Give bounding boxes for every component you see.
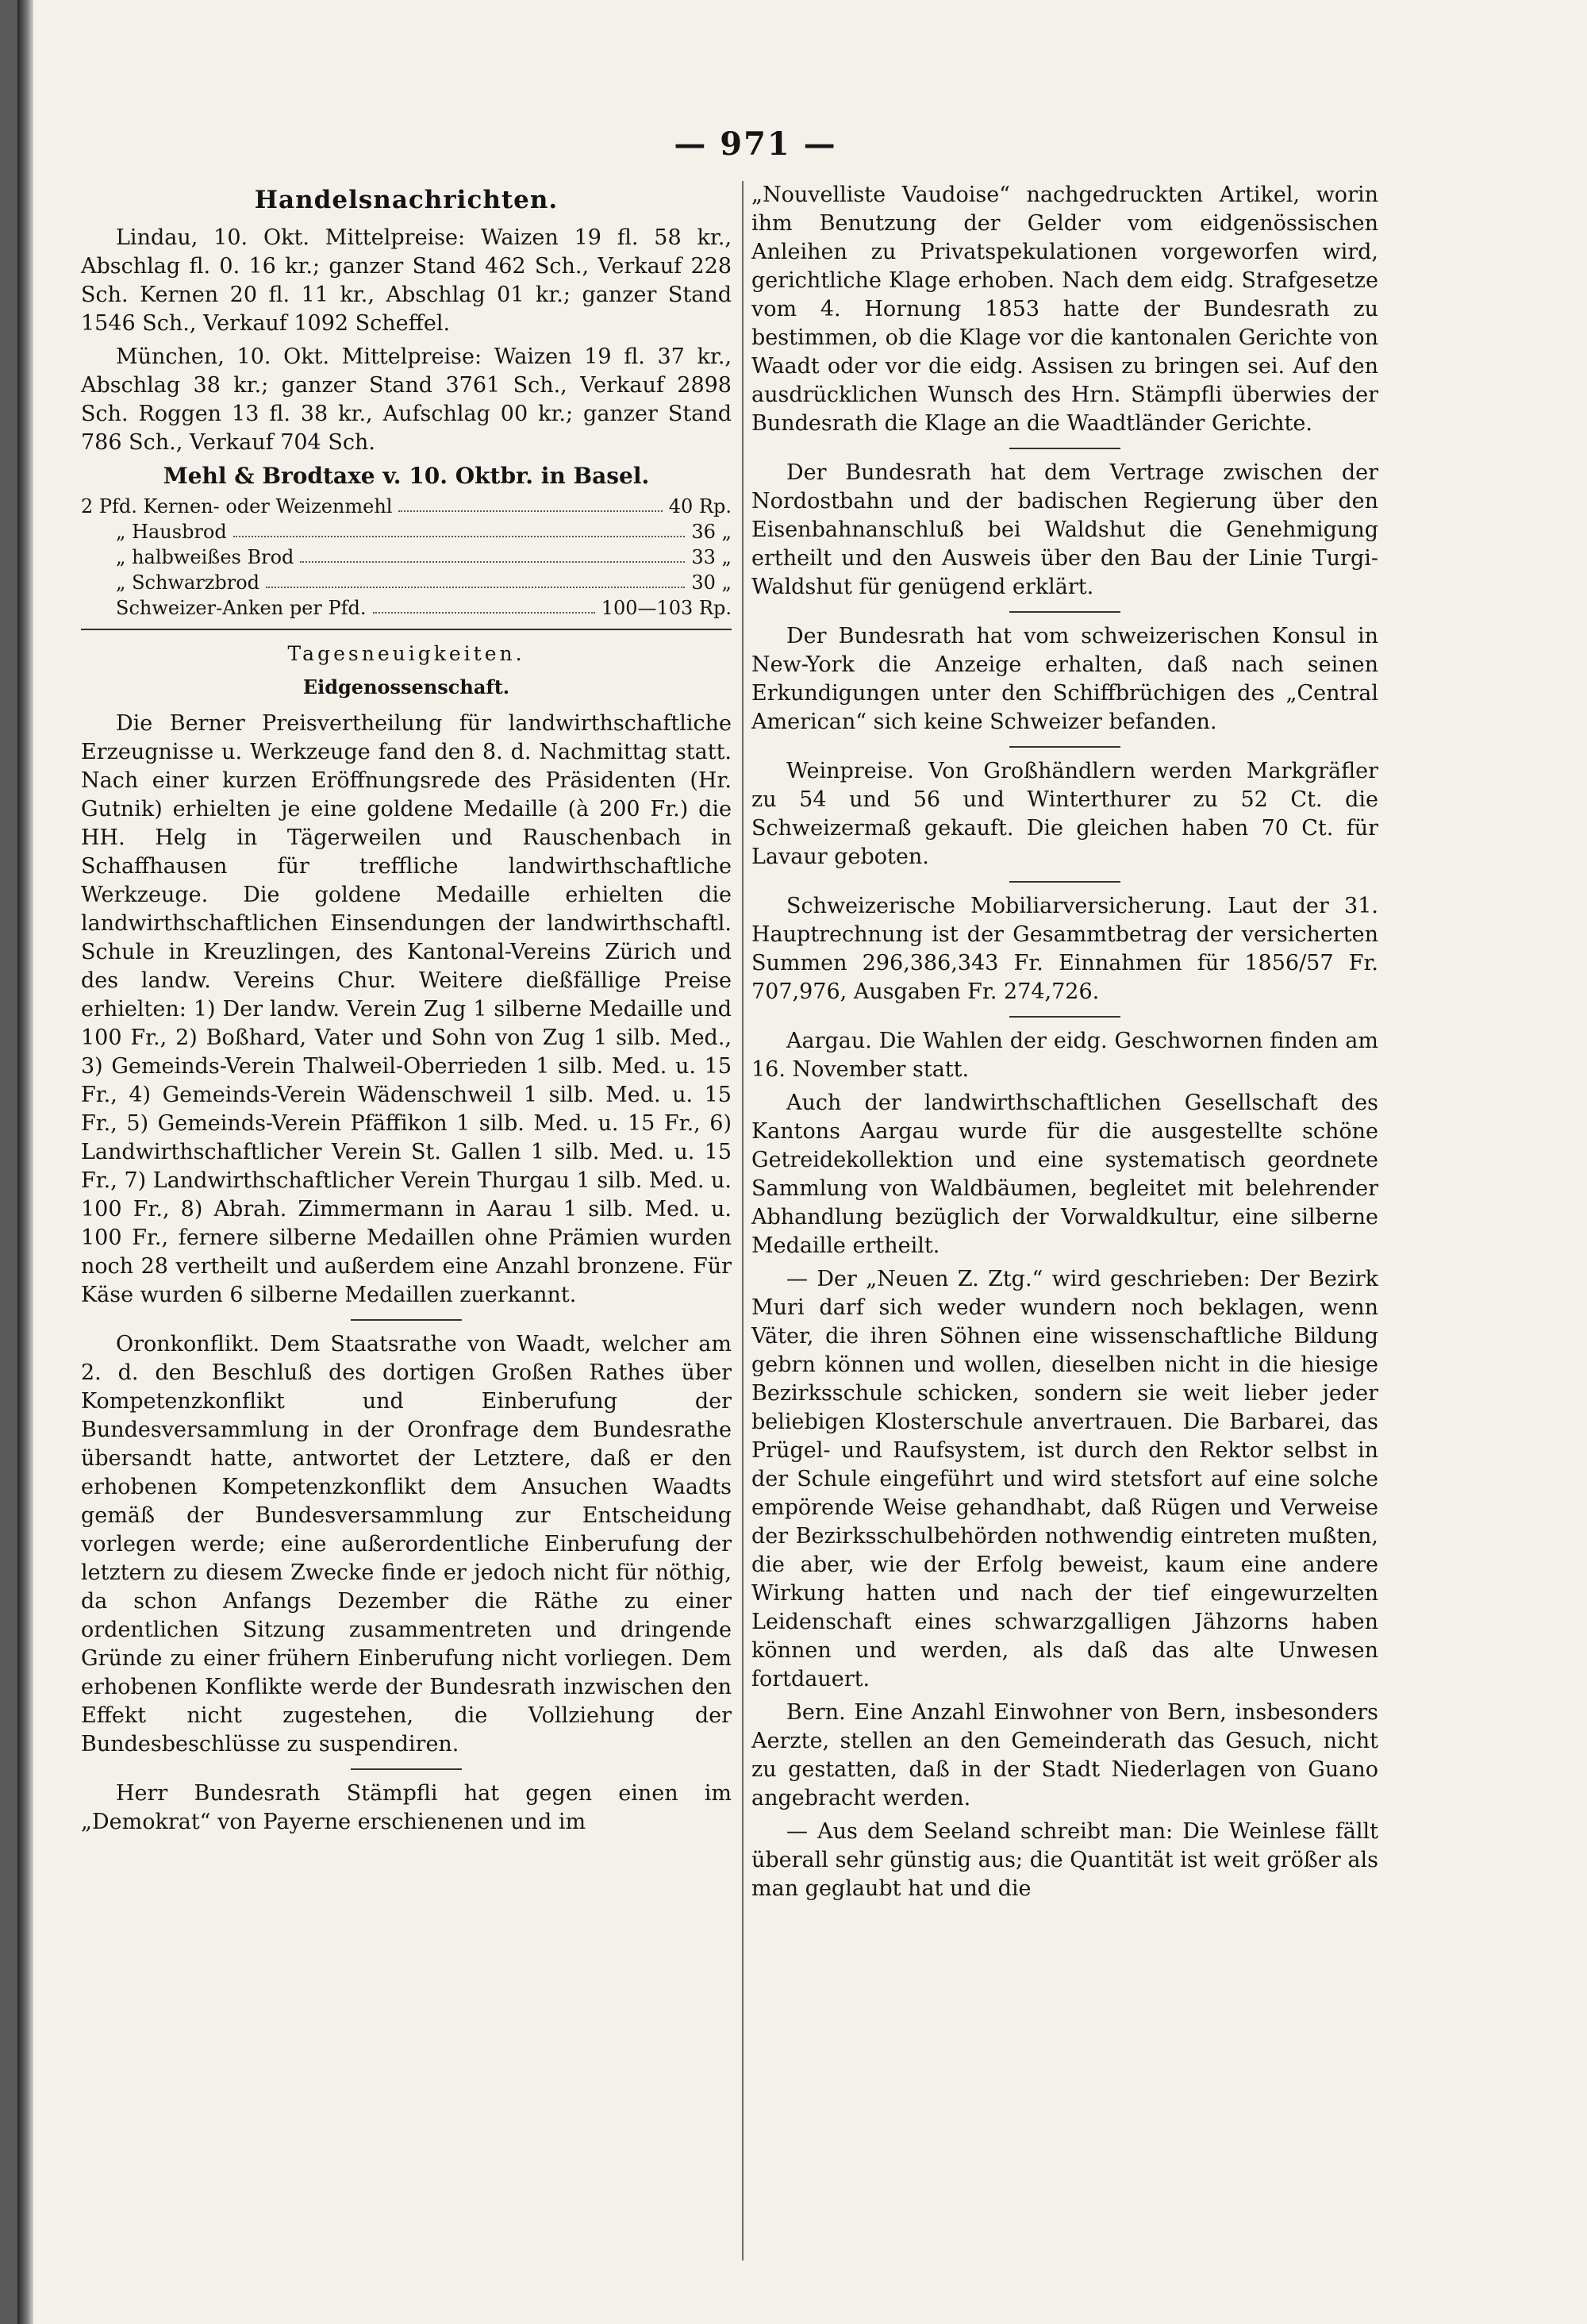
section-heading-trade: Handelsnachrichten. [254, 186, 559, 214]
article-rule [1009, 1016, 1120, 1018]
bread-tariff-table [81, 494, 732, 621]
tariff-row [81, 570, 732, 595]
tariff-price: 33 „ [691, 546, 732, 568]
tariff-row [81, 519, 732, 544]
binding-gutter [17, 0, 33, 2324]
tariff-price: 30 „ [691, 571, 732, 594]
bread-tariff-heading: Mehl & Brodtaxe v. 10. Oktbr. in Basel. [163, 463, 650, 489]
tariff-price: 40 Rp. [668, 495, 732, 518]
tariff-label: „ Schwarzbrod [116, 571, 260, 594]
article-aargau-elections: Aargau. Die Wahlen der eidg. Geschwornen finden am 16. November statt. [751, 1029, 1378, 1082]
tariff-row [81, 595, 732, 621]
article-staempfli-start: Herr Bundesrath Stämpfli hat gegen einen im „Demokrat“ von Payerne erschienenen und im [81, 1781, 732, 1834]
market-report-lindau: Lindau, 10. Okt. Mittelpreise: Waizen 19 fl. 58 kr., Abschlag fl. 0. 16 kr.; ganzer Stand 462 Sch., Verkauf 228 Sch. Kernen 20 fl. 11 kr., Abschlag 01 kr.; ganzer Stand 1546 Sch., Verkauf 1092 Scheffel. [81, 225, 732, 336]
tariff-price: 36 „ [691, 521, 732, 543]
page-number: — 971 — [674, 125, 837, 163]
article-rule [1009, 881, 1120, 883]
tariff-row [81, 494, 732, 519]
section-rule [81, 629, 732, 630]
right-column [751, 181, 1378, 1908]
article-aargau-medal: Auch der landwirthschaftlichen Gesellschaft des Kantons Aargau wurde für die ausgestellte schöne Getreidekollektion und eine systematisch geordnete Sammlung von Waldbäumen, begleitet mit belehrender Abhandlung bezüglich der Vorwaldkultur, eine silberne Medaille ertheilt. [751, 1091, 1378, 1258]
tariff-label: Schweizer-Anken per Pfd. [116, 597, 367, 619]
article-consul: Der Bundesrath hat vom schweizerischen Konsul in New-York die Anzeige erhalten, daß nach seinen Erkundigungen unter den Schiffbrüchigen des „Central American“ sich keine Schweizer befanden. [751, 624, 1378, 734]
tariff-label: „ Hausbrod [116, 521, 227, 543]
article-seeland: — Aus dem Seeland schreibt man: Die Weinlese fällt überall sehr günstig aus; die Quantität ist weit größer als man geglaubt hat und die [751, 1819, 1378, 1901]
article-insurance: Schweizerische Mobiliarversicherung. Laut der 31. Hauptrechnung ist der Gesammtbetrag der versicherten Summen 296,386,343 Fr. Einnahmen für 1856/57 Fr. 707,976, Ausgaben Fr. 274,726. [751, 894, 1378, 1004]
newspaper-page [17, 0, 1587, 2324]
article-bern: Bern. Eine Anzahl Einwohner von Bern, insbesonders Aerzte, stellen an den Gemeinderath das Gesuch, nicht zu gestatten, daß in der Stadt Niederlagen von Guano angebracht werden. [751, 1700, 1378, 1810]
article-rule [1009, 611, 1120, 613]
tariff-price: 100—103 Rp. [601, 597, 732, 619]
federal-heading: Eidgenossenschaft. [302, 675, 510, 698]
article-rule [1009, 448, 1120, 449]
article-rule [351, 1319, 462, 1321]
news-heading: Tagesneuigkeiten. [287, 642, 525, 665]
article-wine-prices: Weinpreise. Von Großhändlern werden Markgräfler zu 54 und 56 und Winterthurer zu 52 Ct. die Schweizermaß gekauft. Die gleichen haben 70 Ct. für Lavaur geboten. [751, 759, 1378, 869]
tariff-label: 2 Pfd. Kernen- oder Weizenmehl [81, 495, 393, 518]
article-rule [351, 1768, 462, 1770]
article-oron-conflict: Oronkonflikt. Dem Staatsrathe von Waadt, welcher am 2. d. den Beschluß des dortigen Großen Rathes über Kompetenzkonflikt und Einberufung der Bundesversammlung in der Oronfrage dem Bundesrathe übersandt hatte, antwortet der Letztere, daß er den erhobenen Kompetenzkonflikt dem Ansuchen Waadts gemäß der Bundesversammlung zur Entscheidung vorlegen werde; eine außerordentliche Einberufung der letztern zu diesem Zwecke finde er jedoch nicht für nöthig, da schon Anfangs Dezember die Räthe zu einer ordentlichen Sitzung zusammentreten und dringende Gründe zu einer frühern Einberufung nicht vorliegen. Dem erhobenen Konflikte werde der Bundesrath inzwischen den Effekt nicht zugestehen, die Vollziehung der Bundesbeschlüsse zu suspendiren. [81, 1332, 732, 1756]
tariff-label: „ halbweißes Brod [116, 546, 294, 568]
tariff-row [81, 544, 732, 570]
column-divider [742, 181, 744, 2261]
article-aargau-muri: — Der „Neuen Z. Ztg.“ wird geschrieben: Der Bezirk Muri darf sich weder wundern noch beklagen, wenn Väter, die ihren Söhnen eine wissenschaftliche Bildung gebrn können und wollen, dieselben nicht in die hiesige Bezirksschule schicken, sondern sie weit lieber jeder beliebigen Klosterschule anvertrauen. Die Barbarei, das Prügel- und Raufsystem, ist durch den Rektor selbst in der Schule eingeführt und wird stetsfort auf eine solche empörende Weise gehandhabt, daß Rügen und Verweise der Bezirksschulbehörden nothwendig eintreten mußten, die aber, wie der Erfolg beweist, kaum eine andere Wirkung hatten und nach der tief eingewurzelten Leidenschaft eines schwarzgalligen Jähzorns haben können und werden, als daß das alte Unwesen fortdauert. [751, 1267, 1378, 1691]
article-prize-distribution: Die Berner Preisvertheilung für landwirthschaftliche Erzeugnisse u. Werkzeuge fand den 8. d. Nachmittag statt. Nach einer kurzen Eröffnungsrede des Präsidenten (Hr. Gutnik) erhielten je eine goldene Medaille (à 200 Fr.) die HH. Helg in Tägerweilen und Rauschenbach in Schaffhausen für treffliche landwirthschaftliche Werkzeuge. Die goldene Medaille erhielten die landwirthschaftlichen Einsendungen der landwirthschaftl. Schule in Kreuzlingen, des Kantonal-Vereins Zürich und des landw. Vereins Chur. Weitere dießfällige Preise erhielten: 1) Der landw. Verein Zug 1 silberne Medaille und 100 Fr., 2) Boßhard, Vater und Sohn von Zug 1 silb. Med., 3) Gemeinds-Verein Thalweil-Oberrieden 1 silb. Med. u. 15 Fr., 4) Gemeinds-Verein Wädenschweil 1 silb. Med. u. 15 Fr., 5) Gemeinds-Verein Pfäffikon 1 silb. Med. u. 15 Fr., 6) Landwirthschaftlicher Verein St. Gallen 1 silb. Med. u. 15 Fr., 7) Landwirthschaftlicher Verein Thurgau 1 silb. Med. u. 100 Fr., 8) Abrah. Zimmermann in Aarau 1 silb. Med. u. 100 Fr., fernere silberne Medaillen ohne Prämien wurden noch 28 vertheilt und außerdem eine Anzahl bronzene. Für Käse wurden 6 silberne Medaillen zuerkannt. [81, 711, 732, 1307]
left-column [81, 181, 732, 1841]
market-report-muenchen: München, 10. Okt. Mittelpreise: Waizen 19 fl. 37 kr., Abschlag 38 kr.; ganzer Stand 3761 Sch., Verkauf 2898 Sch. Roggen 13 fl. 38 kr., Aufschlag 00 kr.; ganzer Stand 786 Sch., Verkauf 704 Sch. [81, 344, 732, 455]
article-staempfli-continued: „Nouvelliste Vaudoise“ nachgedruckten Artikel, worin ihm Benutzung der Gelder vom eidgenössischen Anleihen zu Privatspekulationen vorgeworfen wird, gerichtliche Klage erhoben. Nach dem eidg. Strafgesetze vom 4. Hornung 1853 hatte der Bundesrath zu bestimmen, ob die Klage vor die kantonalen Gerichte von Waadt oder vor die eidg. Assisen zu bringen sei. Auf den ausdrücklichen Wunsch des Hrn. Stämpfli überwies der Bundesrath die Klage an die Waadtländer Gerichte. [751, 183, 1378, 436]
article-railway: Der Bundesrath hat dem Vertrage zwischen der Nordostbahn und der badischen Regierung über den Eisenbahnanschluß bei Waldshut die Genehmigung ertheilt und den Ausweis über den Bau der Linie Turgi-Waldshut für genügend erklärt. [751, 460, 1378, 599]
article-rule [1009, 746, 1120, 748]
